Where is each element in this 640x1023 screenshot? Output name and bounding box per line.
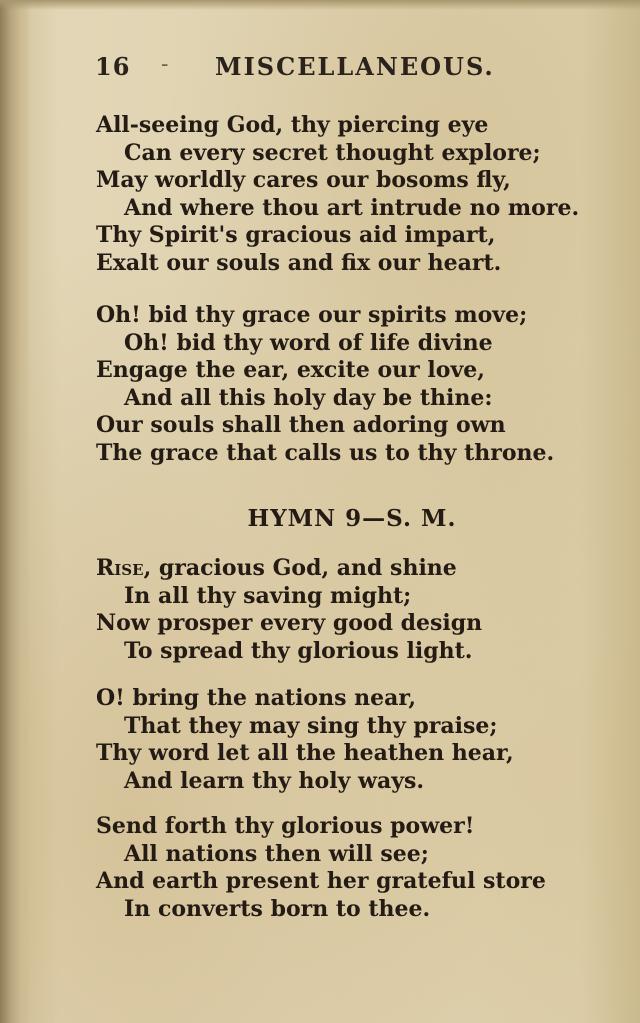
hymn-9-stanza-2 bbox=[96, 685, 566, 795]
running-title: MISCELLANEOUS. bbox=[215, 52, 495, 81]
verse-line: Thy word let all the heathen hear, bbox=[96, 740, 514, 766]
verse-line: Oh! bid thy grace our spirits move; bbox=[96, 302, 528, 328]
page-header bbox=[95, 52, 535, 88]
verse-line: The grace that calls us to thy throne. bbox=[96, 439, 555, 466]
verse-line: And all this holy day be thine: bbox=[124, 384, 493, 411]
verse-line: And learn thy holy ways. bbox=[124, 767, 425, 794]
hymn-9-stanza-3 bbox=[96, 813, 566, 923]
page-top-edge bbox=[0, 0, 640, 10]
header-dash: - bbox=[161, 52, 169, 77]
verse-line: O! bring the nations near, bbox=[96, 685, 417, 711]
verse-line-rest: gracious God, and shine bbox=[158, 555, 457, 581]
page-number: 16 bbox=[95, 52, 131, 81]
hymn-title bbox=[0, 505, 640, 532]
verse-line: Exalt our souls and fix our heart. bbox=[96, 249, 502, 276]
verse-line bbox=[96, 555, 566, 583]
hymn-8-stanza-1 bbox=[96, 112, 580, 277]
verse-line: That they may sing thy praise; bbox=[124, 712, 498, 739]
verse-line: Thy Spirit's gracious aid impart, bbox=[96, 222, 496, 248]
verse-line: Now prosper every good design bbox=[96, 610, 483, 636]
verse-line: And where thou art intrude no more. bbox=[124, 194, 580, 221]
hymn-title-text: HYMN 9—S. M. bbox=[247, 505, 457, 532]
verse-line: Our souls shall then adoring own bbox=[96, 412, 506, 438]
first-word: Rise, bbox=[96, 555, 152, 581]
hymn-8-stanza-2 bbox=[96, 302, 566, 467]
verse-line: In converts born to thee. bbox=[124, 895, 431, 922]
hymn-9-stanza-1 bbox=[96, 555, 566, 665]
verse-line: In all thy saving might; bbox=[124, 582, 412, 609]
verse-line: Engage the ear, excite our love, bbox=[96, 357, 485, 383]
verse-line: And earth present her grateful store bbox=[96, 868, 546, 894]
verse-line: All-seeing God, thy piercing eye bbox=[96, 112, 489, 138]
verse-line: May worldly cares our bosoms fly, bbox=[96, 167, 511, 193]
verse-line: To spread thy glorious light. bbox=[124, 637, 473, 664]
verse-line: All nations then will see; bbox=[124, 840, 429, 867]
verse-line: Oh! bid thy word of life divine bbox=[124, 329, 493, 356]
verse-line: Can every secret thought explore; bbox=[124, 139, 541, 166]
verse-line: Send forth thy glorious power! bbox=[96, 813, 475, 839]
